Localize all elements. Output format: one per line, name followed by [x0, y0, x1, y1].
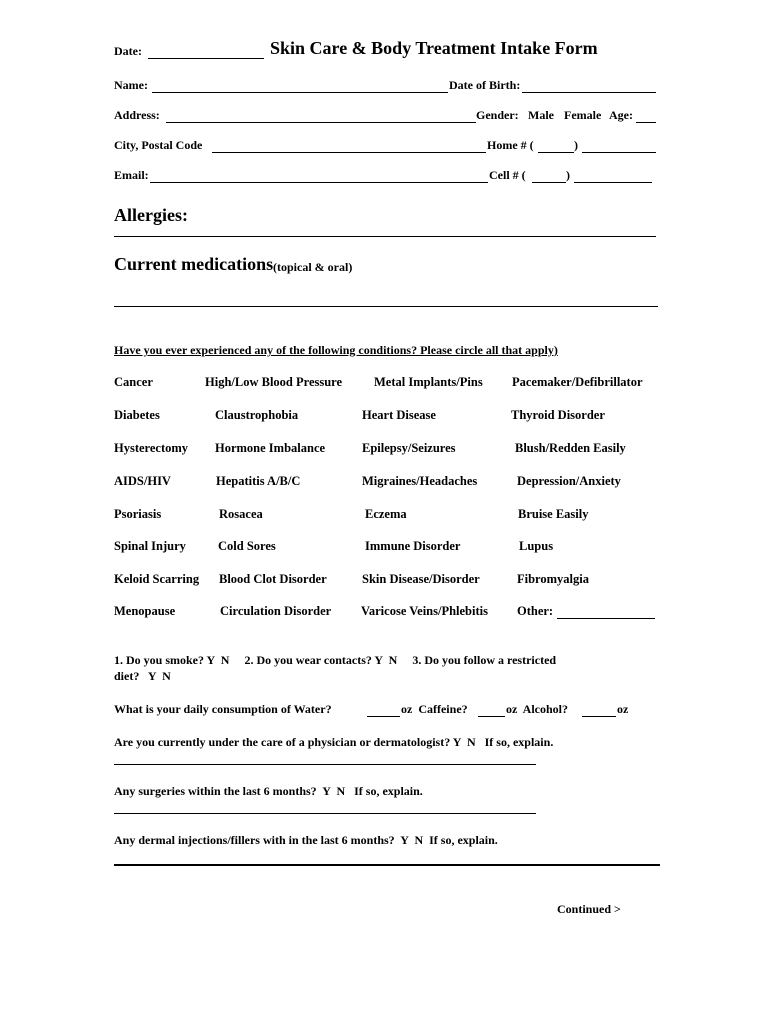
gender-female-option[interactable]: Female [564, 108, 602, 122]
condition-option[interactable]: Heart Disease [362, 408, 436, 422]
home-phone-field[interactable] [582, 152, 656, 153]
condition-option[interactable]: Claustrophobia [215, 408, 299, 422]
email-field[interactable] [150, 182, 488, 183]
surgeries-explain-field[interactable] [114, 813, 536, 814]
condition-option[interactable]: Circulation Disorder [220, 604, 332, 618]
city-field[interactable] [212, 152, 486, 153]
injections-question: Any dermal injections/fillers with in the last 6 months? Y N If so, explain. [114, 833, 498, 847]
physician-question: Are you currently under the care of a physician or dermatologist? Y N If so, explain. [114, 735, 554, 749]
condition-option[interactable]: Eczema [365, 507, 407, 521]
caffeine-field[interactable] [478, 716, 505, 717]
form-title: Skin Care & Body Treatment Intake Form [270, 38, 598, 58]
condition-other-label: Other: [517, 604, 554, 618]
condition-option[interactable]: Cancer [114, 375, 153, 389]
date-label: Date: [114, 44, 142, 58]
medications-note: (topical & oral) [273, 260, 353, 274]
condition-option[interactable]: AIDS/HIV [114, 474, 171, 488]
condition-option[interactable]: High/Low Blood Pressure [205, 375, 343, 389]
condition-option[interactable]: Migraines/Headaches [362, 474, 478, 488]
gender-label: Gender: [476, 108, 519, 122]
condition-option[interactable]: Skin Disease/Disorder [362, 572, 480, 586]
home-phone-label: Home # ( [487, 138, 534, 152]
name-label: Name: [114, 78, 148, 92]
date-field[interactable] [148, 58, 264, 59]
condition-option[interactable]: Diabetes [114, 408, 160, 422]
condition-option[interactable]: Immune Disorder [365, 539, 461, 553]
condition-option[interactable]: Fibromyalgia [517, 572, 589, 586]
condition-option[interactable]: Hepatitis A/B/C [216, 474, 301, 488]
alcohol-question: oz Alcohol? [506, 702, 568, 716]
condition-option[interactable]: Blush/Redden Easily [515, 441, 626, 455]
age-label: Age: [609, 108, 633, 122]
allergies-field[interactable] [114, 236, 656, 237]
condition-option[interactable]: Thyroid Disorder [511, 408, 605, 422]
home-area-code-field[interactable] [538, 152, 574, 153]
dob-label: Date of Birth: [449, 78, 521, 92]
surgeries-question: Any surgeries within the last 6 months? Y N If so, explain. [114, 784, 423, 798]
lifestyle-questions: 1. Do you smoke? Y N 2. Do you wear contacts? Y N 3. Do you follow a restricted [114, 653, 557, 667]
caffeine-question: oz Caffeine? [401, 702, 468, 716]
condition-option[interactable]: Hormone Imbalance [215, 441, 326, 455]
section-divider [114, 864, 660, 866]
condition-option[interactable]: Bruise Easily [518, 507, 589, 521]
cell-paren-close: ) [566, 168, 570, 182]
condition-option[interactable]: Psoriasis [114, 507, 162, 521]
condition-option[interactable]: Varicose Veins/Phlebitis [361, 604, 488, 618]
age-field[interactable] [636, 122, 656, 123]
condition-option[interactable]: Blood Clot Disorder [219, 572, 327, 586]
condition-option[interactable]: Pacemaker/Defibrillator [512, 375, 643, 389]
address-label: Address: [114, 108, 160, 122]
condition-option[interactable]: Rosacea [219, 507, 263, 521]
allergies-label: Allergies: [114, 205, 188, 225]
condition-option[interactable]: Cold Sores [218, 539, 276, 553]
condition-option[interactable]: Spinal Injury [114, 539, 186, 553]
dob-field[interactable] [522, 92, 656, 93]
email-label: Email: [114, 168, 149, 182]
lifestyle-questions-cont: diet? Y N [114, 669, 171, 683]
continued-label: Continued > [557, 902, 621, 916]
alcohol-unit: oz [617, 702, 629, 716]
water-question: What is your daily consumption of Water? [114, 702, 332, 716]
condition-option[interactable]: Lupus [519, 539, 554, 553]
condition-option[interactable]: Menopause [114, 604, 176, 618]
cell-phone-field[interactable] [574, 182, 652, 183]
conditions-question: Have you ever experienced any of the following conditions? Please circle all that apply) [114, 343, 558, 357]
name-field[interactable] [152, 92, 448, 93]
condition-option[interactable]: Epilepsy/Seizures [362, 441, 456, 455]
condition-option[interactable]: Keloid Scarring [114, 572, 200, 586]
alcohol-field[interactable] [582, 716, 616, 717]
cell-phone-label: Cell # ( [489, 168, 526, 182]
medications-field[interactable] [114, 306, 658, 307]
condition-option[interactable]: Hysterectomy [114, 441, 189, 455]
address-field[interactable] [166, 122, 476, 123]
city-label: City, Postal Code [114, 138, 203, 152]
cell-area-code-field[interactable] [532, 182, 566, 183]
gender-male-option[interactable]: Male [528, 108, 554, 122]
medications-label: Current medications [114, 254, 274, 274]
home-paren-close: ) [574, 138, 578, 152]
condition-option[interactable]: Metal Implants/Pins [374, 375, 483, 389]
condition-option[interactable]: Depression/Anxiety [517, 474, 621, 488]
condition-other-field[interactable] [557, 618, 655, 619]
water-field[interactable] [367, 716, 400, 717]
physician-explain-field[interactable] [114, 764, 536, 765]
